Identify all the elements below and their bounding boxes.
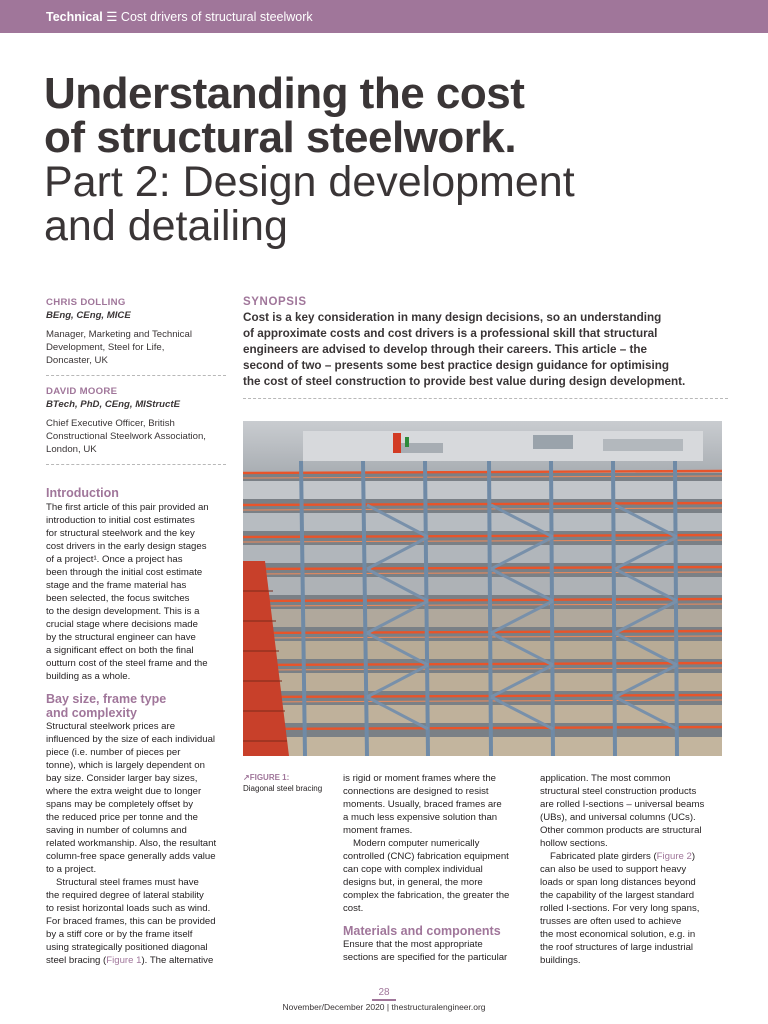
title-line-4: and detailing (44, 202, 288, 250)
figure-2-reference-link[interactable]: Figure 2 (656, 851, 692, 862)
text-line: the roof structures of large industrial (540, 942, 694, 953)
text-line: Structural steel frames must have (56, 877, 199, 888)
author-role-line: Doncaster, UK (46, 355, 108, 366)
text-line: a much less expensive solution than (343, 812, 498, 823)
intro-paragraph (46, 501, 232, 683)
text-line: controlled (CNC) fabrication equipment (343, 851, 509, 862)
text-line: of a project¹. Once a project has (46, 554, 183, 565)
text-line: crucial stage where decisions made (46, 619, 198, 630)
text-line: sections are specified for the particular (343, 952, 508, 963)
text-line: related workmanship. Also, the resultant (46, 838, 217, 849)
text-line: been through the initial cost estimate (46, 567, 203, 578)
text-line: For braced frames, this can be provided (46, 916, 216, 927)
author-2 (46, 385, 226, 456)
text-fragment: steel bracing ( (46, 955, 107, 966)
text-line: designs but, in general, the more (343, 877, 483, 888)
figure-1-caption (243, 772, 343, 794)
text-line: can cope with complex individual (343, 864, 483, 875)
text-line: the capability of the largest standard (540, 890, 695, 901)
page-number: 28 (372, 987, 396, 1001)
text-line: hollow sections. (540, 838, 608, 849)
text-line: the most economical solution, e.g. in (540, 929, 696, 940)
author-role-line: Constructional Steelwork Association, (46, 431, 206, 442)
author-qualifications: BEng, CEng, MICE (46, 310, 131, 321)
title-line-1: Understanding the cost (44, 69, 525, 118)
author-block (46, 296, 226, 474)
author-role-line: Development, Steel for Life, (46, 342, 165, 353)
author-name: CHRIS DOLLING (46, 297, 126, 308)
text-line: spans may be completely offset by (46, 799, 194, 810)
text-line: Other common products are structural (540, 825, 702, 836)
body-column-2 (343, 772, 523, 964)
text-line (540, 850, 725, 863)
text-line: building as a whole. (46, 671, 131, 682)
author-role-line: Chief Executive Officer, British (46, 418, 175, 429)
footer-divider: | (386, 1002, 390, 1012)
text-line: to the design development. This is a (46, 606, 200, 617)
title-line-3: Part 2: Design development (44, 158, 575, 206)
section-header-bar (0, 0, 768, 33)
heading-line: Bay size, frame type (46, 692, 167, 706)
heading-line: and complexity (46, 706, 137, 720)
figure-caption-text: Diagonal steel bracing (243, 784, 323, 793)
text-line: the reduced price per tonne and the (46, 812, 199, 823)
page-footer (0, 1002, 768, 1012)
author-role (46, 328, 226, 367)
text-line: complex the fabrication, the greater the (343, 890, 510, 901)
synopsis-divider (243, 398, 728, 399)
text-line: cost. (343, 903, 364, 914)
text-line: saving in number of columns and (46, 825, 187, 836)
text-line: (UBs), and universal columns (UCs). (540, 812, 696, 823)
text-line: stage and the frame material has (46, 580, 187, 591)
synopsis-line: Cost is a key consideration in many design decisions, so an understanding (243, 311, 662, 324)
text-line: can also be used to support heavy (540, 864, 687, 875)
issue-date: November/December 2020 (282, 1002, 385, 1012)
text-line: trusses are often used to achieve (540, 916, 682, 927)
text-line: structural steel construction products (540, 786, 697, 797)
text-line: influenced by the size of each individual (46, 734, 216, 745)
section-header-text (46, 9, 313, 24)
frames-paragraph (343, 772, 523, 837)
article-title (44, 69, 734, 250)
synopsis-line: of approximate costs and cost drivers is a professional skill that structural (243, 327, 658, 340)
text-line: bay size. Consider larger bay sizes, (46, 773, 198, 784)
text-line: to resist horizontal loads such as wind. (46, 903, 211, 914)
figure-1-photo (243, 421, 722, 756)
text-line: where the extra weight due to longer (46, 786, 202, 797)
synopsis-line: second of two – presents some best practice design guidance for optimising (243, 359, 670, 372)
menu-icon: ☰ (106, 10, 118, 24)
text-line: connections are designed to resist (343, 786, 489, 797)
girders-paragraph (540, 850, 725, 967)
text-line: are rolled I-sections – universal beams (540, 799, 705, 810)
text-line: rolled I-sections. For very long spans, (540, 903, 700, 914)
author-divider (46, 464, 226, 465)
text-line: introduction to initial cost estimates (46, 515, 195, 526)
text-line: for structural steelwork and the key (46, 528, 195, 539)
section-label: Technical (46, 10, 103, 24)
text-fragment: ) (691, 851, 696, 862)
author-role-line: London, UK (46, 444, 97, 455)
text-line: buildings. (540, 955, 581, 966)
text-line: piece (i.e. number of pieces per (46, 747, 181, 758)
text-line: Structural steelwork prices are (46, 721, 176, 732)
text-line: Ensure that the most appropriate (343, 939, 483, 950)
heading-materials: Materials and components (343, 924, 501, 938)
text-line: The first article of this pair provided an (46, 502, 209, 513)
synopsis-line: the cost of steel construction to provide best value during design development. (243, 375, 686, 388)
text-line (46, 954, 232, 967)
title-line-2: of structural steelwork. (44, 113, 517, 162)
text-line: moment frames. (343, 825, 413, 836)
cnc-paragraph (343, 837, 523, 915)
text-line: tonne), which is largely dependent on (46, 760, 205, 771)
figure-1-reference-link[interactable]: Figure 1 (106, 955, 142, 966)
text-line: using strategically positioned diagonal (46, 942, 208, 953)
author-name: DAVID MOORE (46, 386, 118, 397)
text-line: the required degree of lateral stability (46, 890, 204, 901)
author-1 (46, 296, 226, 367)
text-line: moments. Usually, braced frames are (343, 799, 502, 810)
text-fragment: Fabricated plate girders ( (550, 851, 657, 862)
text-line: cost drivers in the early design stages (46, 541, 207, 552)
text-line: column-free space generally adds value (46, 851, 216, 862)
section-topic: Cost drivers of structural steelwork (120, 10, 313, 24)
figure-label: ↗FIGURE 1: (243, 773, 290, 782)
synopsis-body (243, 310, 728, 390)
text-line: outturn cost of the steel frame and the (46, 658, 208, 669)
body-column-1 (46, 486, 232, 967)
text-line: to a project. (46, 864, 97, 875)
sections-paragraph (540, 772, 725, 850)
body-column-3 (540, 772, 725, 967)
text-line: loads or span long distances beyond (540, 877, 696, 888)
author-qualifications: BTech, PhD, CEng, MIStructE (46, 399, 180, 410)
heading-bay-size (46, 692, 232, 720)
text-line: been selected, the focus switches (46, 593, 190, 604)
synopsis-line: engineers are advised to develop through their careers. This article – the (243, 343, 648, 356)
text-line: a significant effect on both the final (46, 645, 194, 656)
synopsis (243, 296, 728, 399)
author-divider (46, 375, 226, 376)
text-line: application. The most common (540, 773, 671, 784)
heading-introduction: Introduction (46, 486, 119, 500)
materials-paragraph (343, 938, 523, 964)
synopsis-heading: SYNOPSIS (243, 296, 307, 308)
text-line: Modern computer numerically (353, 838, 480, 849)
text-fragment: ). The alternative (141, 955, 214, 966)
text-line: by a stiff core or by the frame itself (46, 929, 193, 940)
bracing-paragraph (46, 876, 232, 967)
text-line: by the structural engineer can have (46, 632, 196, 643)
website-link[interactable]: thestructuralengineer.org (391, 1002, 486, 1012)
author-role-line: Manager, Marketing and Technical (46, 329, 192, 340)
text-line: is rigid or moment frames where the (343, 773, 497, 784)
author-role (46, 417, 226, 456)
bay-paragraph (46, 720, 232, 876)
